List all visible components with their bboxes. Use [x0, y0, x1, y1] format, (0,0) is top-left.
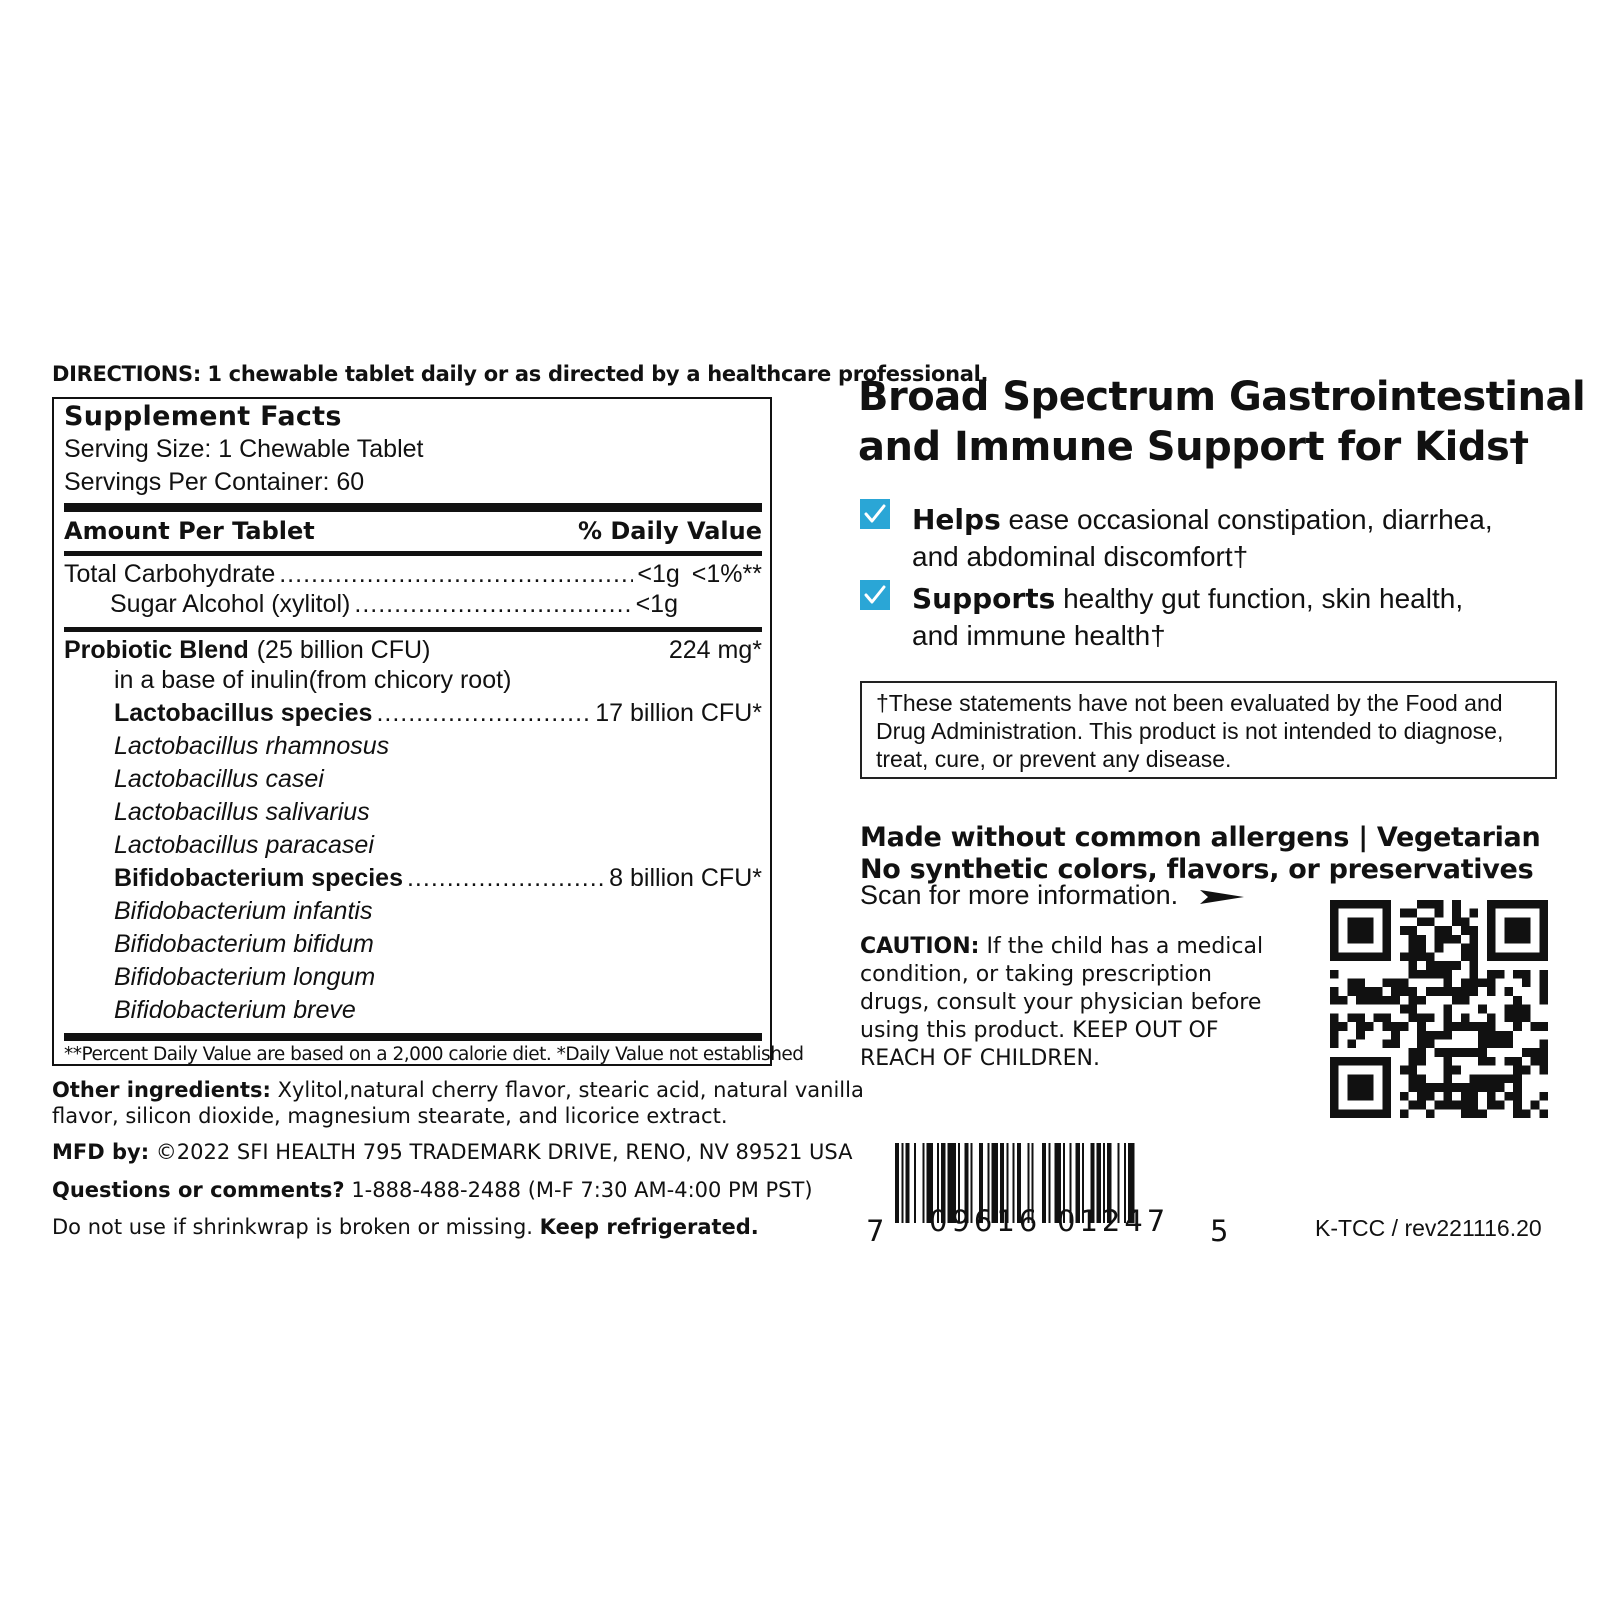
- strain-item: Bifidobacterium longum: [114, 963, 376, 991]
- barcode-digits-2: 01247: [1057, 1204, 1170, 1238]
- keep-refrigerated: Keep refrigerated.: [539, 1215, 759, 1239]
- medium-rule: [64, 627, 762, 632]
- other-ingredients-line2: flavor, silicon dioxide, magnesium stearate, and licorice extract.: [52, 1104, 728, 1128]
- barcode-digits-1: 09616: [929, 1204, 1042, 1238]
- other-ingredients-line1: Other ingredients: Xylitol,natural cherry flavor, stearic acid, natural vanilla: [52, 1078, 864, 1102]
- sugar-alcohol-label: Sugar Alcohol (xylitol): [110, 590, 351, 618]
- directions-label: DIRECTIONS:: [52, 362, 201, 386]
- fda-disclaimer: †These statements have not been evaluated by the Food and Drug Administration. This product is not intended to diagnose, treat, cure, or prevent any disease.: [860, 681, 1557, 779]
- benefit-bold: Helps: [912, 503, 1001, 536]
- allergen-line2: No synthetic colors, flavors, or preservatives: [860, 854, 1534, 885]
- checkbox-check-icon: [860, 580, 890, 610]
- thick-rule: [64, 1033, 762, 1041]
- total-carb-label: Total Carbohydrate: [64, 560, 276, 588]
- lactobacillus-label: Lactobacillus species: [114, 699, 373, 727]
- barcode-digit-left: 7: [866, 1214, 885, 1248]
- header-row: [64, 517, 762, 545]
- dv-header: % Daily Value: [577, 517, 762, 545]
- bifidobacterium-amount: 8 billion CFU*: [609, 864, 762, 892]
- amount-header: Amount Per Tablet: [64, 517, 315, 545]
- lactobacillus-amount: 17 billion CFU*: [595, 699, 762, 727]
- questions-label: Questions or comments?: [52, 1178, 345, 1202]
- probiotic-label: Probiotic Blend: [64, 636, 249, 664]
- lactobacillus-row: [114, 699, 762, 728]
- strain-item: Lactobacillus casei: [114, 765, 324, 793]
- probiotic-detail: (25 billion CFU): [256, 636, 431, 664]
- total-carb-amount: <1g: [637, 560, 680, 588]
- mfd-line: MFD by: ©2022 SFI HEALTH 795 TRADEMARK DRIVE, RENO, NV 89521 USA: [52, 1140, 853, 1164]
- probiotic-row: [64, 636, 762, 665]
- checkbox-check-icon: [860, 499, 890, 529]
- probiotic-base: in a base of inulin(from chicory root): [114, 666, 512, 694]
- benefit-bold: Supports: [912, 582, 1056, 615]
- caution-text: CAUTION: If the child has a medical condition, or taking prescription drugs, consult your physician before using this product. KEEP OUT OF REACH OF CHILDREN.: [860, 934, 1264, 1071]
- total-carb-dv: <1%**: [691, 560, 762, 588]
- barcode-digit-right: 5: [1210, 1214, 1229, 1248]
- serving-size: Serving Size: 1 Chewable Tablet: [64, 435, 424, 463]
- qr-code-icon[interactable]: [1330, 900, 1548, 1118]
- headline: [858, 372, 1585, 472]
- scan-text: Scan for more information.: [860, 880, 1244, 911]
- thick-rule: [64, 503, 762, 512]
- supplement-facts-panel: [52, 397, 804, 1066]
- facts-footnote: **Percent Daily Value are based on a 2,000 calorie diet. *Daily Value not established: [64, 1044, 804, 1065]
- strain-item: Lactobacillus rhamnosus: [114, 732, 390, 760]
- strain-item: Lactobacillus salivarius: [114, 798, 370, 826]
- medium-rule: [64, 551, 762, 556]
- bifidobacterium-row: [114, 864, 762, 893]
- benefit-item: Supports healthy gut function, skin health, and immune health†: [912, 582, 1464, 651]
- strain-item: Lactobacillus paracasei: [114, 831, 374, 859]
- benefit-item: Helps ease occasional constipation, diarrhea, and abdominal discomfort†: [912, 503, 1493, 572]
- strain-item: Bifidobacterium infantis: [114, 897, 373, 925]
- total-carb-row: [64, 560, 762, 589]
- caution-label: CAUTION:: [860, 934, 980, 959]
- revision-code: K-TCC / rev221116.20: [1315, 1215, 1542, 1241]
- headline-line2: and Immune Support for Kids†: [858, 424, 1529, 470]
- strain-item: Bifidobacterium bifidum: [114, 930, 374, 958]
- sugar-alcohol-row: [110, 590, 678, 619]
- directions: [52, 362, 988, 386]
- mfd-label: MFD by:: [52, 1140, 150, 1164]
- probiotic-amount: 224 mg*: [668, 636, 762, 664]
- storage-line: Do not use if shrinkwrap is broken or missing. Keep refrigerated.: [52, 1215, 759, 1239]
- strain-item: Bifidobacterium breve: [114, 996, 356, 1024]
- other-ingredients-label: Other ingredients:: [52, 1078, 271, 1102]
- headline-line1: Broad Spectrum Gastrointestinal: [858, 374, 1586, 420]
- arrow-right-icon: [1200, 888, 1244, 906]
- sugar-alcohol-amount: <1g: [635, 590, 678, 618]
- servings-per-container: Servings Per Container: 60: [64, 468, 365, 496]
- questions-line: Questions or comments? 1-888-488-2488 (M-F 7:30 AM-4:00 PM PST): [52, 1178, 813, 1202]
- directions-text: 1 chewable tablet daily or as directed by a healthcare professional.: [207, 362, 989, 386]
- supplement-facts-title: Supplement Facts: [64, 401, 342, 432]
- allergen-line1: Made without common allergens | Vegetarian: [860, 822, 1541, 853]
- bifidobacterium-label: Bifidobacterium species: [114, 864, 403, 892]
